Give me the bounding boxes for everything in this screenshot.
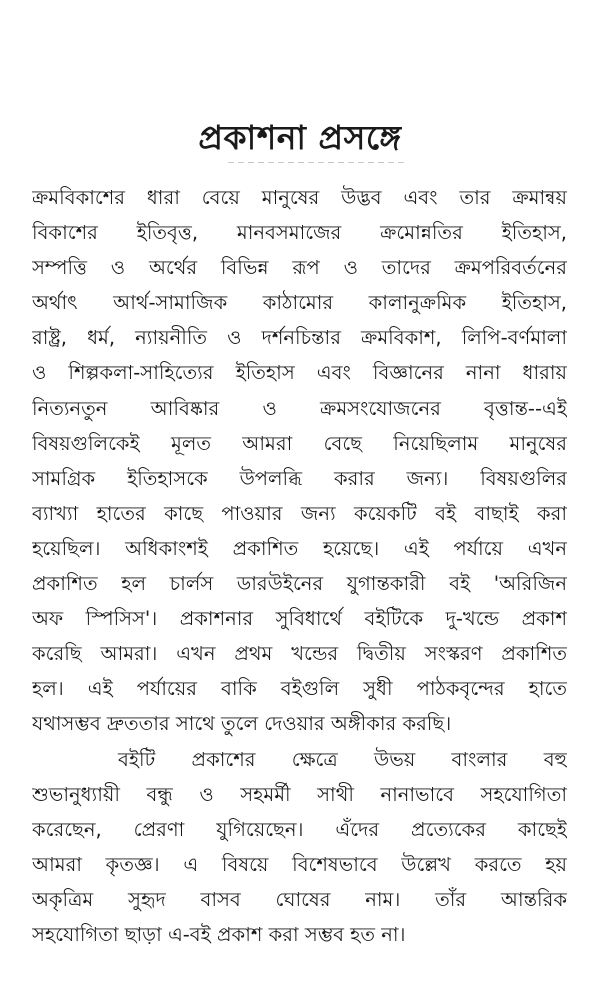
text-line: করেছেন, প্রেরণা যুগিয়েছেন। এঁদের প্রত্যেকের কাছেই bbox=[32, 817, 567, 841]
body-text bbox=[32, 180, 567, 952]
text-line: অকৃত্রিম সুহৃদ বাসব ঘোষের নাম। তাঁর আন্তরিক bbox=[32, 887, 567, 911]
title-underline bbox=[228, 162, 408, 163]
text-line: নিত্যনতুন আবিষ্কার ও ক্রমসংযোজনের বৃত্তান্ত--এই bbox=[32, 396, 567, 420]
text-line: রাষ্ট্র, ধর্ম, ন্যায়নীতি ও দর্শনচিন্তার ক্রমবিকাশ, লিপি-বর্ণমালা bbox=[32, 326, 567, 350]
text-line: সম্পত্তি ও অর্থের বিভিন্ন রূপ ও তাদের ক্রমপরিবর্তনের bbox=[32, 256, 567, 280]
text-line: ক্রমবিকাশের ধারা বেয়ে মানুষের উদ্ভব এবং তার ক্রমান্বয় bbox=[32, 186, 567, 209]
text-line: বইটি প্রকাশের ক্ষেত্রে উভয় বাংলার বহু bbox=[118, 747, 567, 771]
page-title: প্রকাশনা প্রসঙ্গে bbox=[198, 118, 402, 157]
text-line: বিকাশের ইতিবৃত্ত, মানবসমাজের ক্রমোন্নতির ইতিহাস, bbox=[32, 221, 567, 245]
text-line: ব্যাখ্যা হাতের কাছে পাওয়ার জন্য কয়েকটি বই বাছাই করা bbox=[32, 501, 567, 525]
text-line: সহযোগিতা ছাড়া এ-বই প্রকাশ করা সম্ভব হত না। bbox=[32, 922, 406, 946]
text-line: আমরা কৃতজ্ঞ। এ বিষয়ে বিশেষভাবে উল্লেখ করতে হয় bbox=[32, 852, 567, 876]
text-line: শুভানুধ্যায়ী বন্ধু ও সহমর্মী সাথী নানাভাবে সহযোগিতা bbox=[32, 782, 567, 806]
text-line: করেছি আমরা। এখন প্রথম খন্ডের দ্বিতীয় সংস্করণ প্রকাশিত bbox=[32, 642, 567, 666]
text-line: হয়েছিল। অধিকাংশই প্রকাশিত হয়েছে। এই পর্যায়ে এখন bbox=[32, 536, 567, 560]
text-line: হল। এই পর্যায়ের বাকি বইগুলি সুধী পাঠকবৃন্দের হাতে bbox=[32, 677, 567, 701]
text-line: বিষয়গুলিকেই মূলত আমরা বেছে নিয়েছিলাম মানুষের bbox=[32, 431, 567, 455]
text-line: সামগ্রিক ইতিহাসকে উপলব্ধি করার জন্য। বিষয়গুলির bbox=[32, 466, 567, 490]
text-line: অর্থাৎ আর্থ-সামাজিক কাঠামোর কালানুক্রমিক ইতিহাস, bbox=[32, 291, 567, 315]
text-line: প্রকাশিত হল চার্লস ডারউইনের যুগান্তকারী বই 'অরিজিন bbox=[32, 572, 567, 596]
text-line: ও শিল্পকলা-সাহিত্যের ইতিহাস এবং বিজ্ঞানের নানা ধারায় bbox=[32, 361, 567, 385]
text-line: যথাসম্ভব দ্রুততার সাথে তুলে দেওয়ার অঙ্গীকার করছি। bbox=[32, 712, 452, 736]
text-line: অফ স্পিসিস'। প্রকাশনার সুবিধার্থে বইটিকে দু-খন্ডে প্রকাশ bbox=[32, 607, 567, 631]
